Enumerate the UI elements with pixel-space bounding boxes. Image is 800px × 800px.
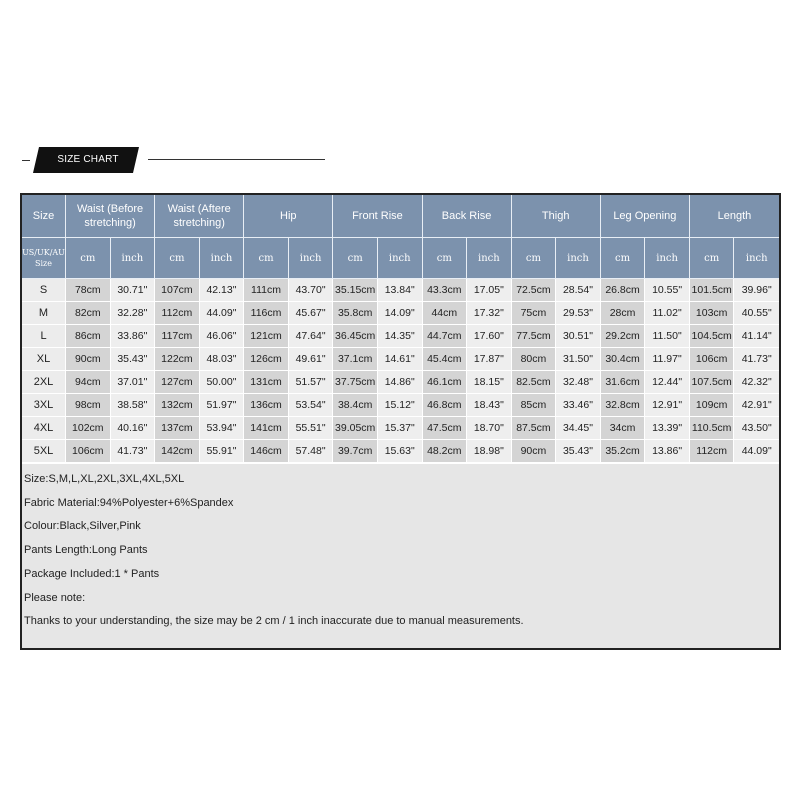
unit-cm-header: cm — [155, 238, 200, 279]
unit-inch-header: inch — [556, 238, 601, 279]
size-chart-title: SIZE CHART — [57, 154, 119, 165]
cm-value-cell: 107cm — [155, 279, 200, 302]
note-line: Fabric Material:94%Polyester+6%Spandex — [24, 496, 234, 509]
inch-value-cell: 40.16" — [111, 417, 156, 440]
cm-value-cell: 37.75cm — [333, 371, 378, 394]
inch-value-cell: 39.96" — [734, 279, 779, 302]
cm-value-cell: 141cm — [244, 417, 289, 440]
inch-value-cell: 14.09" — [378, 302, 423, 325]
unit-cm-header: cm — [690, 238, 735, 279]
unit-inch-header: inch — [645, 238, 690, 279]
unit-inch-header: inch — [111, 238, 156, 279]
size-cell: L — [22, 325, 66, 348]
cm-value-cell: 126cm — [244, 348, 289, 371]
column-header-6: Leg Opening — [601, 195, 690, 238]
inch-value-cell: 46.06" — [200, 325, 245, 348]
inch-value-cell: 14.61" — [378, 348, 423, 371]
cm-value-cell: 48.2cm — [423, 440, 468, 463]
column-header-line: stretching) — [84, 217, 136, 229]
cm-value-cell: 103cm — [690, 302, 735, 325]
inch-value-cell: 18.15" — [467, 371, 512, 394]
cm-value-cell: 31.6cm — [601, 371, 646, 394]
cm-value-cell: 110.5cm — [690, 417, 735, 440]
cm-value-cell: 26.8cm — [601, 279, 646, 302]
cm-value-cell: 137cm — [155, 417, 200, 440]
cm-value-cell: 34cm — [601, 417, 646, 440]
note-line: Pants Length:Long Pants — [24, 544, 148, 557]
inch-value-cell: 55.51" — [289, 417, 334, 440]
inch-value-cell: 31.50" — [556, 348, 601, 371]
cm-value-cell: 107.5cm — [690, 371, 735, 394]
cm-value-cell: 75cm — [512, 302, 557, 325]
unit-cm-header: cm — [512, 238, 557, 279]
cm-value-cell: 86cm — [66, 325, 111, 348]
cm-value-cell: 90cm — [512, 440, 557, 463]
inch-value-cell: 34.45" — [556, 417, 601, 440]
cm-value-cell: 111cm — [244, 279, 289, 302]
unit-inch-header: inch — [289, 238, 334, 279]
inch-value-cell: 18.43" — [467, 394, 512, 417]
column-header-1 — [155, 195, 244, 238]
note-line: Thanks to your understanding, the size may be 2 cm / 1 inch inaccurate due to manual measurements. — [24, 615, 524, 628]
inch-value-cell: 13.39" — [645, 417, 690, 440]
size-chart-table — [20, 193, 781, 650]
cm-value-cell: 44cm — [423, 302, 468, 325]
cm-value-cell: 94cm — [66, 371, 111, 394]
inch-value-cell: 14.86" — [378, 371, 423, 394]
cm-value-cell: 82cm — [66, 302, 111, 325]
inch-value-cell: 45.67" — [289, 302, 334, 325]
note-line: Colour:Black,Silver,Pink — [24, 520, 141, 533]
table-row — [22, 417, 779, 440]
inch-value-cell: 28.54" — [556, 279, 601, 302]
inch-value-cell: 30.71" — [111, 279, 156, 302]
cm-value-cell: 36.45cm — [333, 325, 378, 348]
inch-value-cell: 44.09" — [734, 440, 779, 463]
inch-value-cell: 18.98" — [467, 440, 512, 463]
cm-value-cell: 35.15cm — [333, 279, 378, 302]
inch-value-cell: 51.57" — [289, 371, 334, 394]
measurements-table — [22, 195, 779, 463]
inch-value-cell: 42.13" — [200, 279, 245, 302]
column-header-line: Waist (Before — [76, 203, 144, 215]
inch-value-cell: 42.91" — [734, 394, 779, 417]
inch-value-cell: 35.43" — [111, 348, 156, 371]
column-header-3: Front Rise — [333, 195, 422, 238]
cm-value-cell: 46.8cm — [423, 394, 468, 417]
cm-value-cell: 30.4cm — [601, 348, 646, 371]
column-header-line: Waist (Aftere — [167, 203, 231, 215]
table-row — [22, 302, 779, 325]
inch-value-cell: 53.54" — [289, 394, 334, 417]
inch-value-cell: 41.14" — [734, 325, 779, 348]
inch-value-cell: 13.86" — [645, 440, 690, 463]
region-size-label: US/UK/AU Size — [22, 238, 66, 279]
note-line: Please note: — [24, 591, 86, 604]
cm-value-cell: 117cm — [155, 325, 200, 348]
cm-value-cell: 39.05cm — [333, 417, 378, 440]
cm-value-cell: 109cm — [690, 394, 735, 417]
cm-value-cell: 80cm — [512, 348, 557, 371]
unit-inch-header: inch — [200, 238, 245, 279]
cm-value-cell: 32.8cm — [601, 394, 646, 417]
unit-inch-header: inch — [734, 238, 779, 279]
size-chart-badge — [33, 146, 143, 174]
cm-value-cell: 121cm — [244, 325, 289, 348]
unit-cm-header: cm — [244, 238, 289, 279]
table-row — [22, 440, 779, 463]
column-header-7: Length — [690, 195, 779, 238]
column-header-2: Hip — [244, 195, 333, 238]
cm-value-cell: 142cm — [155, 440, 200, 463]
size-cell: S — [22, 279, 66, 302]
inch-value-cell: 15.37" — [378, 417, 423, 440]
cm-value-cell: 47.5cm — [423, 417, 468, 440]
cm-value-cell: 35.2cm — [601, 440, 646, 463]
cm-value-cell: 39.7cm — [333, 440, 378, 463]
cm-value-cell: 112cm — [155, 302, 200, 325]
cm-value-cell: 127cm — [155, 371, 200, 394]
table-row — [22, 348, 779, 371]
table-row — [22, 279, 779, 302]
unit-cm-header: cm — [66, 238, 111, 279]
inch-value-cell: 49.61" — [289, 348, 334, 371]
product-notes — [22, 463, 779, 648]
inch-value-cell: 11.50" — [645, 325, 690, 348]
inch-value-cell: 47.64" — [289, 325, 334, 348]
inch-value-cell: 30.51" — [556, 325, 601, 348]
inch-value-cell: 51.97" — [200, 394, 245, 417]
cm-value-cell: 106cm — [66, 440, 111, 463]
unit-inch-header: inch — [467, 238, 512, 279]
size-cell: 5XL — [22, 440, 66, 463]
cm-value-cell: 78cm — [66, 279, 111, 302]
column-header-line: stretching) — [173, 217, 225, 229]
inch-value-cell: 55.91" — [200, 440, 245, 463]
column-header-4: Back Rise — [423, 195, 512, 238]
inch-value-cell: 40.55" — [734, 302, 779, 325]
inch-value-cell: 48.03" — [200, 348, 245, 371]
cm-value-cell: 101.5cm — [690, 279, 735, 302]
unit-cm-header: cm — [333, 238, 378, 279]
cm-value-cell: 98cm — [66, 394, 111, 417]
table-row — [22, 394, 779, 417]
note-line: Package Included:1 * Pants — [24, 567, 160, 580]
cm-value-cell: 44.7cm — [423, 325, 468, 348]
inch-value-cell: 35.43" — [556, 440, 601, 463]
size-cell: XL — [22, 348, 66, 371]
cm-value-cell: 28cm — [601, 302, 646, 325]
inch-value-cell: 38.58" — [111, 394, 156, 417]
inch-value-cell: 32.28" — [111, 302, 156, 325]
inch-value-cell: 33.86" — [111, 325, 156, 348]
inch-value-cell: 43.50" — [734, 417, 779, 440]
inch-value-cell: 33.46" — [556, 394, 601, 417]
size-cell: 3XL — [22, 394, 66, 417]
inch-value-cell: 37.01" — [111, 371, 156, 394]
inch-value-cell: 15.63" — [378, 440, 423, 463]
cm-value-cell: 146cm — [244, 440, 289, 463]
cm-value-cell: 104.5cm — [690, 325, 735, 348]
cm-value-cell: 102cm — [66, 417, 111, 440]
inch-value-cell: 17.32" — [467, 302, 512, 325]
inch-value-cell: 14.35" — [378, 325, 423, 348]
inch-value-cell: 41.73" — [734, 348, 779, 371]
inch-value-cell: 29.53" — [556, 302, 601, 325]
header-rule-right — [148, 159, 325, 160]
inch-value-cell: 42.32" — [734, 371, 779, 394]
cm-value-cell: 116cm — [244, 302, 289, 325]
inch-value-cell: 50.00" — [200, 371, 245, 394]
inch-value-cell: 15.12" — [378, 394, 423, 417]
table-row — [22, 325, 779, 348]
inch-value-cell: 44.09" — [200, 302, 245, 325]
unit-inch-header: inch — [378, 238, 423, 279]
inch-value-cell: 12.44" — [645, 371, 690, 394]
cm-value-cell: 35.8cm — [333, 302, 378, 325]
size-cell: 2XL — [22, 371, 66, 394]
inch-value-cell: 13.84" — [378, 279, 423, 302]
cm-value-cell: 43.3cm — [423, 279, 468, 302]
inch-value-cell: 43.70" — [289, 279, 334, 302]
cm-value-cell: 131cm — [244, 371, 289, 394]
inch-value-cell: 32.48" — [556, 371, 601, 394]
size-cell: 4XL — [22, 417, 66, 440]
cm-value-cell: 122cm — [155, 348, 200, 371]
header-rule-left — [22, 160, 30, 161]
cm-value-cell: 90cm — [66, 348, 111, 371]
inch-value-cell: 41.73" — [111, 440, 156, 463]
unit-header-row — [22, 238, 779, 279]
cm-value-cell: 82.5cm — [512, 371, 557, 394]
inch-value-cell: 57.48" — [289, 440, 334, 463]
inch-value-cell: 10.55" — [645, 279, 690, 302]
table-row — [22, 371, 779, 394]
measurements-body — [22, 279, 779, 463]
column-header-row — [22, 195, 779, 238]
unit-cm-header: cm — [601, 238, 646, 279]
cm-value-cell: 106cm — [690, 348, 735, 371]
cm-value-cell: 45.4cm — [423, 348, 468, 371]
column-header-0 — [66, 195, 155, 238]
cm-value-cell: 136cm — [244, 394, 289, 417]
cm-value-cell: 29.2cm — [601, 325, 646, 348]
inch-value-cell: 53.94" — [200, 417, 245, 440]
inch-value-cell: 11.02" — [645, 302, 690, 325]
cm-value-cell: 85cm — [512, 394, 557, 417]
cm-value-cell: 37.1cm — [333, 348, 378, 371]
note-line: Size:S,M,L,XL,2XL,3XL,4XL,5XL — [24, 473, 185, 485]
inch-value-cell: 17.87" — [467, 348, 512, 371]
size-cell: M — [22, 302, 66, 325]
cm-value-cell: 132cm — [155, 394, 200, 417]
inch-value-cell: 12.91" — [645, 394, 690, 417]
cm-value-cell: 112cm — [690, 440, 735, 463]
cm-value-cell: 46.1cm — [423, 371, 468, 394]
cm-value-cell: 87.5cm — [512, 417, 557, 440]
inch-value-cell: 11.97" — [645, 348, 690, 371]
cm-value-cell: 72.5cm — [512, 279, 557, 302]
cm-value-cell: 77.5cm — [512, 325, 557, 348]
inch-value-cell: 18.70" — [467, 417, 512, 440]
inch-value-cell: 17.05" — [467, 279, 512, 302]
inch-value-cell: 17.60" — [467, 325, 512, 348]
size-column-header: Size — [22, 195, 66, 238]
cm-value-cell: 38.4cm — [333, 394, 378, 417]
unit-cm-header: cm — [423, 238, 468, 279]
column-header-5: Thigh — [512, 195, 601, 238]
